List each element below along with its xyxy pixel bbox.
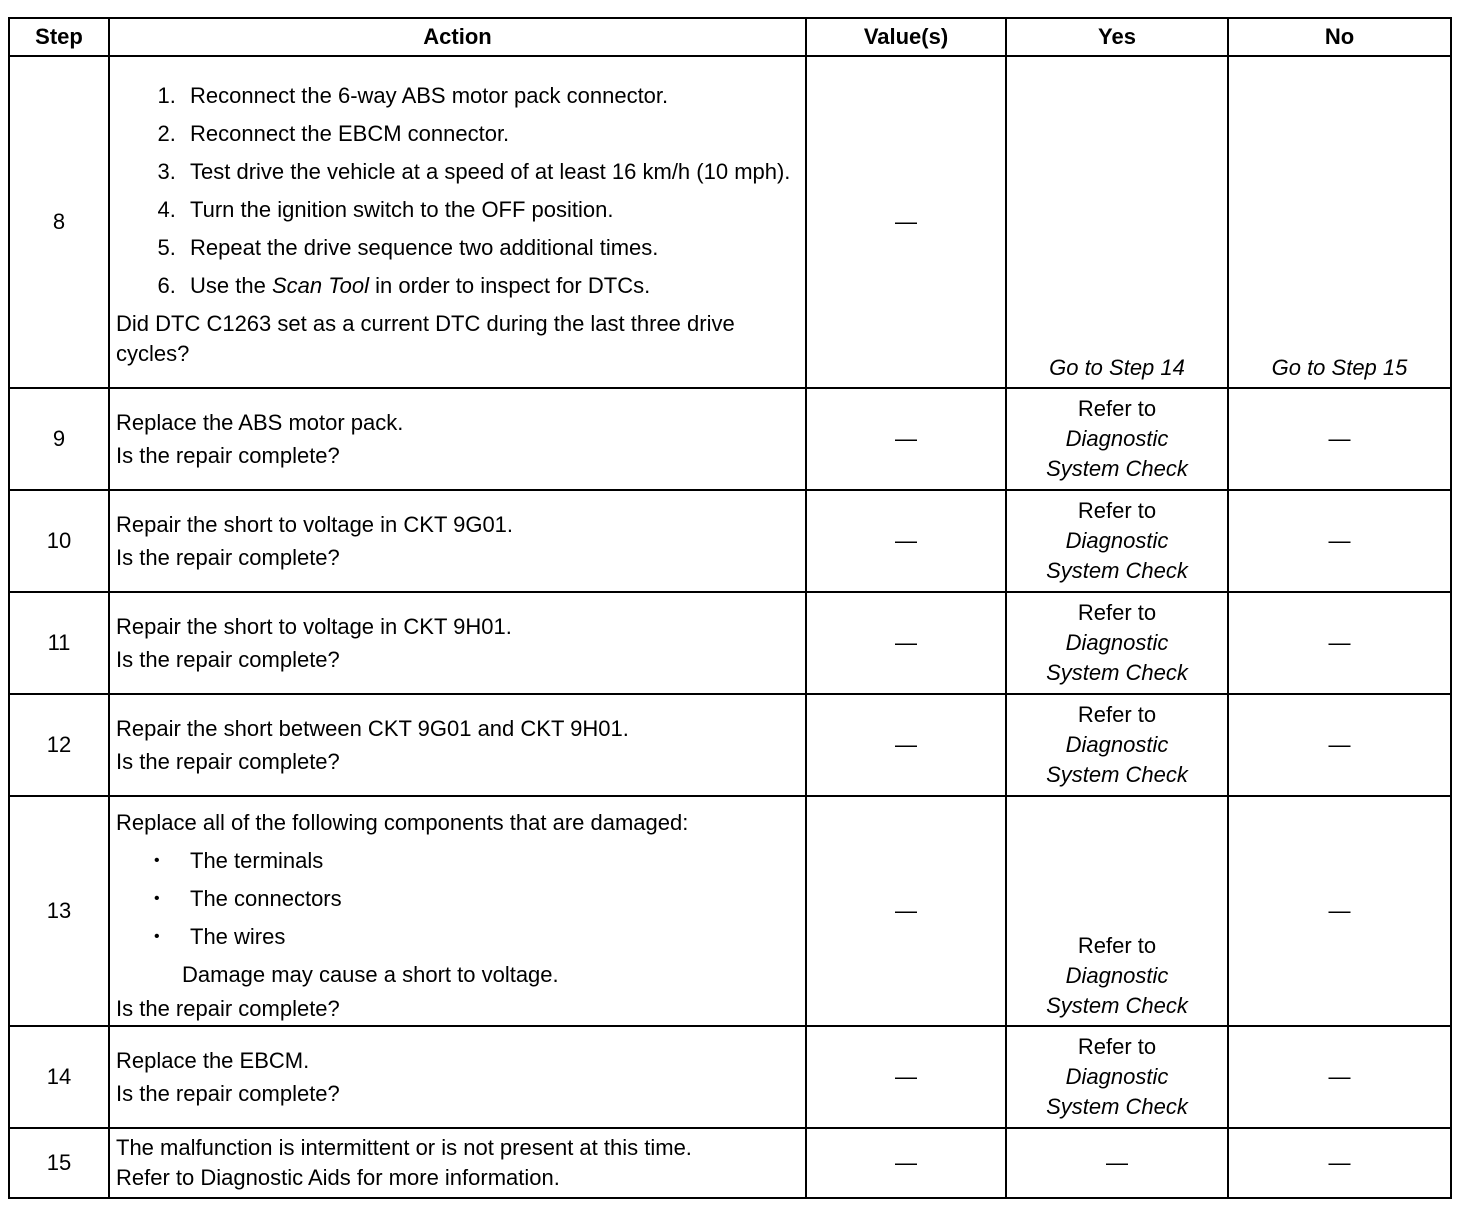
item-text: in order to inspect for DTCs.	[368, 273, 651, 298]
refer-text: Refer to	[1077, 498, 1157, 523]
procedure-list	[116, 81, 799, 301]
system-check-text: System Check	[1046, 456, 1188, 481]
value-cell: —	[806, 796, 1006, 1026]
diagnostic-link-text: Diagnostic	[1065, 528, 1169, 553]
yes-cell: —	[1006, 1128, 1228, 1198]
diagnostic-link-text: Diagnostic	[1065, 426, 1169, 451]
diagnostic-link-text: Diagnostic	[1065, 630, 1169, 655]
item-text: Use the	[190, 273, 272, 298]
table-row-step-11	[9, 592, 1451, 694]
table-row-step-8	[9, 56, 1451, 388]
action-cell: The malfunction is intermittent or is not present at this time. Refer to Diagnostic Aids for more information.	[109, 1128, 806, 1198]
header-action: Action	[109, 18, 806, 56]
action-text: Replace the ABS motor pack.	[116, 409, 404, 435]
table-row-step-10	[9, 490, 1451, 592]
diagnostic-link-text: Diagnostic	[1065, 1064, 1169, 1089]
refer-text: Refer to	[1077, 600, 1157, 625]
step-number: 9	[9, 388, 109, 490]
header-values: Value(s)	[806, 18, 1006, 56]
value-cell: —	[806, 1128, 1006, 1198]
yes-refer-cell	[1006, 694, 1228, 796]
system-check-text: System Check	[1046, 993, 1188, 1018]
question-text: Is the repair complete?	[116, 646, 340, 672]
scan-tool-term: Scan Tool	[271, 273, 369, 298]
question-text: Did DTC C1263 set as a current DTC during the last three drive cycles?	[116, 311, 735, 366]
no-cell: —	[1228, 388, 1451, 490]
table-row-step-15	[9, 1128, 1451, 1198]
step-number: 10	[9, 490, 109, 592]
damage-note: Damage may cause a short to voltage.	[182, 961, 559, 987]
yes-go-to-step-14: Go to Step 14	[1006, 56, 1228, 388]
diagnostic-link-text: Diagnostic	[1065, 732, 1169, 757]
action-text: Repair the short between CKT 9G01 and CKT 9H01.	[116, 715, 629, 741]
action-cell	[109, 56, 806, 388]
step-number: 15	[9, 1128, 109, 1198]
diagnostic-table	[8, 17, 1452, 1199]
list-item: • The terminals	[182, 846, 799, 876]
no-go-to-step-15: Go to Step 15	[1228, 56, 1451, 388]
header-no: No	[1228, 18, 1451, 56]
action-text: Repair the short to voltage in CKT 9H01.	[116, 613, 512, 639]
action-cell	[109, 1026, 806, 1128]
no-cell: —	[1228, 592, 1451, 694]
step-number: 14	[9, 1026, 109, 1128]
question-text: Is the repair complete?	[116, 544, 340, 570]
system-check-text: System Check	[1046, 1094, 1188, 1119]
diagnostic-link-text: Diagnostic	[1065, 963, 1169, 988]
action-text: Replace the EBCM.	[116, 1047, 310, 1073]
table-row-step-12	[9, 694, 1451, 796]
no-cell: —	[1228, 1026, 1451, 1128]
component-list	[116, 846, 799, 952]
value-cell: —	[806, 1026, 1006, 1128]
procedure-item: 1. Reconnect the 6-way ABS motor pack connector.	[182, 81, 799, 111]
action-cell	[109, 796, 806, 1026]
header-step: Step	[9, 18, 109, 56]
action-cell	[109, 388, 806, 490]
system-check-text: System Check	[1046, 762, 1188, 787]
no-cell: —	[1228, 694, 1451, 796]
procedure-item: 3. Test drive the vehicle at a speed of at least 16 km/h (10 mph).	[182, 157, 799, 187]
procedure-item: 2. Reconnect the EBCM connector.	[182, 119, 799, 149]
question-text: Is the repair complete?	[116, 1080, 340, 1106]
value-cell: —	[806, 388, 1006, 490]
question-text: Is the repair complete?	[116, 995, 340, 1021]
yes-refer-cell	[1006, 1026, 1228, 1128]
procedure-item	[182, 271, 799, 301]
refer-text: Refer to	[1077, 702, 1157, 727]
value-cell: —	[806, 694, 1006, 796]
step-number: 11	[9, 592, 109, 694]
action-cell	[109, 694, 806, 796]
system-check-text: System Check	[1046, 558, 1188, 583]
procedure-item: 5. Repeat the drive sequence two additional times.	[182, 233, 799, 263]
header-yes: Yes	[1006, 18, 1228, 56]
table-row-step-14	[9, 1026, 1451, 1128]
action-cell	[109, 490, 806, 592]
value-cell: —	[806, 490, 1006, 592]
yes-refer-cell	[1006, 388, 1228, 490]
refer-text: Refer to	[1077, 396, 1157, 421]
question-text: Is the repair complete?	[116, 442, 340, 468]
no-cell: —	[1228, 1128, 1451, 1198]
step-number: 12	[9, 694, 109, 796]
yes-refer-cell	[1006, 592, 1228, 694]
table-row-step-13	[9, 796, 1451, 1026]
refer-text: Refer to	[1077, 933, 1157, 958]
yes-refer-cell	[1006, 490, 1228, 592]
no-cell: —	[1228, 796, 1451, 1026]
action-text: Repair the short to voltage in CKT 9G01.	[116, 511, 514, 537]
no-cell: —	[1228, 490, 1451, 592]
yes-refer-cell	[1006, 796, 1228, 1026]
list-item: • The connectors	[182, 884, 799, 914]
refer-text: Refer to	[1077, 1034, 1157, 1059]
list-item: • The wires	[182, 922, 799, 952]
step-number: 13	[9, 796, 109, 1026]
action-text: Replace all of the following components that are damaged:	[116, 809, 689, 835]
value-cell: —	[806, 56, 1006, 388]
question-text: Is the repair complete?	[116, 748, 340, 774]
action-cell	[109, 592, 806, 694]
header-row	[9, 18, 1451, 56]
table-row-step-9	[9, 388, 1451, 490]
step-number: 8	[9, 56, 109, 388]
value-cell: —	[806, 592, 1006, 694]
procedure-item: 4. Turn the ignition switch to the OFF position.	[182, 195, 799, 225]
system-check-text: System Check	[1046, 660, 1188, 685]
